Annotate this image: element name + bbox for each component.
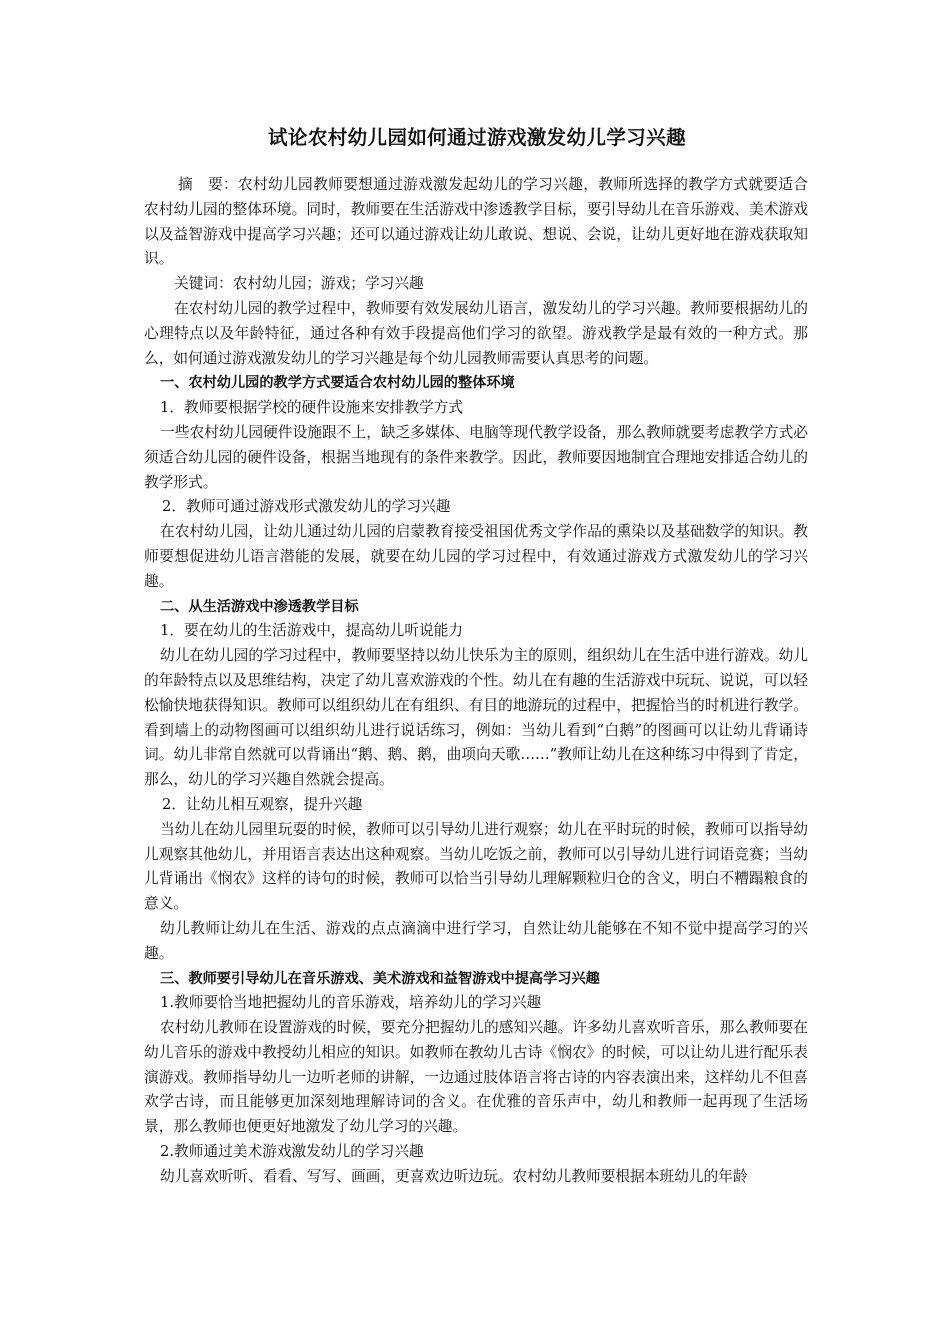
section-3-paragraph-2: 幼儿喜欢听听、看看、写写、画画，更喜欢边听边玩。农村幼儿教师要根据本班幼儿的年龄 (160, 1167, 748, 1185)
section-2-paragraph-2: 当幼儿在幼儿园里玩耍的时候，教师可以引导幼儿进行观察；幼儿在平时玩的时候，教师可以指导幼儿观察其他幼儿，并用语言表达出这种观察。当幼儿吃饭之前，教师可以引导幼儿进行词语竞赛；当幼儿背诵出《悯农》这样的诗句的时候，教师可以恰当引导幼儿理解颗粒归仓的含义，明白不糟蹋粮食的意义。 (144, 820, 808, 913)
section-1-heading: 一、农村幼儿园的教学方式要适合农村幼儿园的整体环境 (160, 375, 515, 392)
section-1-paragraph-2: 在农村幼儿园，让幼儿通过幼儿园的启蒙教育接受祖国优秀文学作品的熏染以及基础数学的知识。教师要想促进幼儿语言潜能的发展，就要在幼儿园的学习过程中，有效通过游戏方式激发幼儿的学习兴趣。 (144, 523, 808, 590)
section-3-subheading-1: 1.教师要恰当地把握幼儿的音乐游戏，培养幼儿的学习兴趣 (160, 994, 542, 1012)
section-1-paragraph-1: 一些农村幼儿园硬件设施跟不上，缺乏多媒体、电脑等现代教学设备，那么教师就要考虑教学方式必须适合幼儿园的硬件设备，根据当地现有的条件来教学。因此，教师要因地制宜合理地安排适合幼儿的教学形式。 (144, 423, 808, 491)
section-2-subheading-1: 1．要在幼儿的生活游戏中，提高幼儿听说能力 (160, 622, 464, 640)
section-1-subheading-1: 1．教师要根据学校的硬件设施来安排教学方式 (160, 399, 464, 417)
document-title: 试论农村幼儿园如何通过游戏激发幼儿学习兴趣 (268, 126, 686, 149)
section-1-subheading-2: 2．教师可通过游戏形式激发幼儿的学习兴趣 (162, 498, 451, 516)
section-3-subheading-2: 2.教师通过美术游戏激发幼儿的学习兴趣 (160, 1143, 424, 1161)
abstract-paragraph: 摘 要：农村幼儿园教师要想通过游戏激发起幼儿的学习兴趣，教师所选择的教学方式就要适合农村幼儿园的整体环境。同时，教师要在生活游戏中渗透教学目标，要引导幼儿在音乐游戏、美术游戏以及益智游戏中提高学习兴趣；还可以通过游戏让幼儿敢说、想说、会说，让幼儿更好地在游戏获取知识。 (144, 176, 808, 268)
section-2-heading: 二、从生活游戏中渗透教学目标 (160, 598, 359, 615)
section-2-paragraph-3: 幼儿教师让幼儿在生活、游戏的点点滴滴中进行学习，自然让幼儿能够在不知不觉中提高学习的兴趣。 (144, 919, 808, 962)
section-2-paragraph-1: 幼儿在幼儿园的学习过程中，教师要坚持以幼儿快乐为主的原则，组织幼儿在生活中进行游戏。幼儿的年龄特点以及思维结构，决定了幼儿喜欢游戏的个性。幼儿在有趣的生活游戏中玩玩、说说，可以轻松愉快地获得知识。教师可以组织幼儿在有组织、有目的地游玩的过程中，把握恰当的时机进行教学。看到墙上的动物图画可以组织幼儿进行说话练习，例如：当幼儿看到“白鹅”的图画可以让幼儿背诵诗词。幼儿非常自然就可以背诵出“鹅、鹅、鹅，曲项向天歌……”教师让幼儿在这种练习中得到了肯定，那么，幼儿的学习兴趣自然就会提高。 (144, 647, 808, 789)
keywords-line: 关键词：农村幼儿园；游戏；学习兴趣 (174, 275, 424, 293)
section-3-heading: 三、教师要引导幼儿在音乐游戏、美术游戏和益智游戏中提高学习兴趣 (160, 970, 600, 987)
section-2-subheading-2: 2．让幼儿相互观察，提升兴趣 (162, 795, 363, 813)
intro-paragraph: 在农村幼儿园的教学过程中，教师要有效发展幼儿语言，激发幼儿的学习兴趣。教师要根据幼儿的心理特点以及年龄特征，通过各种有效手段提高他们学习的欲望。游戏教学是最有效的一种方式。那么，如何通过游戏激发幼儿的学习兴趣是每个幼儿园教师需要认真思考的问题。 (144, 299, 808, 367)
section-3-paragraph-1: 农村幼儿教师在设置游戏的时候，要充分把握幼儿的感知兴趣。许多幼儿喜欢听音乐，那么教师要在幼儿音乐的游戏中教授幼儿相应的知识。如教师在教幼儿古诗《悯农》的时候，可以让幼儿进行配乐表演游戏。教师指导幼儿一边听老师的讲解，一边通过肢体语言将古诗的内容表演出来，这样幼儿不但喜欢学古诗，而且能够更加深刻地理解诗词的含义。在优雅的音乐声中，幼儿和教师一起再现了生活场景，那么教师也便更好地激发了幼儿学习的兴趣。 (144, 1019, 808, 1136)
